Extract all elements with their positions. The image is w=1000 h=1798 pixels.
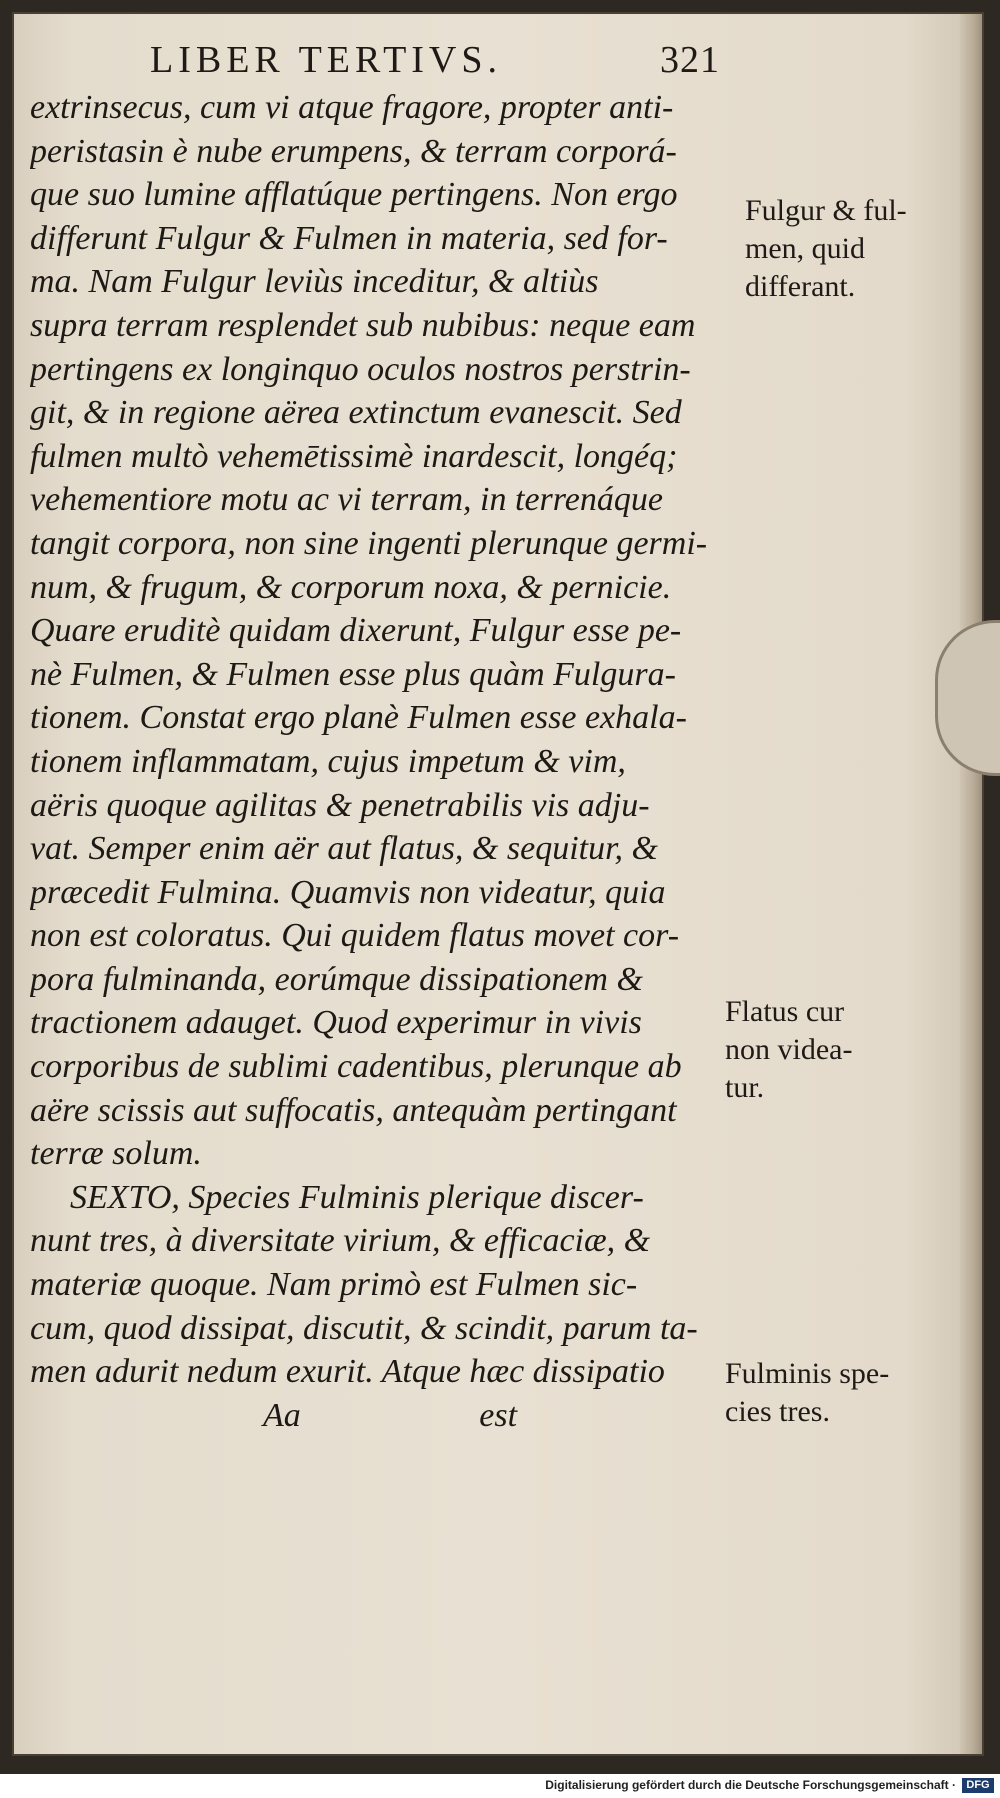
text-line: terræ solum. [30, 1135, 202, 1173]
page-number: 321 [660, 39, 720, 81]
text-line: aëris quoque agilitas & penetrabilis vis adju- [30, 786, 650, 824]
text-line: que suo lumine afflatúque pertingens. Non ergo [30, 176, 678, 214]
text-line: tangit corpora, non sine ingenti plerunque germi- [30, 524, 708, 562]
text-line: præcedit Fulmina. Quamvis non videatur, quia [30, 873, 666, 911]
marginal-note-line: men, quid [745, 232, 865, 265]
marginal-note-line: non videa- [725, 1033, 853, 1066]
marginal-note [725, 993, 925, 1107]
text-line: pertingens ex longinquo oculos nostros perstrin- [30, 350, 691, 388]
catchword: est [479, 1396, 518, 1434]
dfg-logo: DFG [962, 1778, 994, 1793]
text-line: SEXTO, Species Fulminis plerique discer- [70, 1178, 644, 1216]
marginal-note-line: Fulminis spe- [725, 1357, 890, 1390]
marginal-note-line: Flatus cur [725, 995, 845, 1028]
text-line: materiæ quoque. Nam primò est Fulmen sic- [30, 1266, 638, 1304]
text-line: nunt tres, à diversitate virium, & efficaciæ, & [30, 1222, 651, 1260]
text-line: tionem. Constat ergo planè Fulmen esse exhala- [30, 699, 687, 737]
text-line: differunt Fulgur & Fulmen in materia, sed for- [30, 219, 668, 257]
page-edge [960, 14, 982, 1754]
text-line: ma. Nam Fulgur leviùs inceditur, & altiùs [30, 263, 599, 301]
text-line: Quare eruditè quidam dixerunt, Fulgur esse pe- [30, 612, 682, 650]
text-line: extrinsecus, cum vi atque fragore, propter anti- [30, 89, 674, 126]
text-line: num, & frugum, & corporum noxa, & pernicie. [30, 568, 672, 606]
running-title: LIBER TERTIVS. [150, 39, 503, 81]
funding-credit: Digitalisierung gefördert durch die Deutsche Forschungsgemeinschaft · [545, 1778, 956, 1792]
marginal-note-line: differant. [745, 270, 856, 303]
text-line: vat. Semper enim aër aut flatus, & sequitur, & [30, 830, 659, 868]
text-line: aëre scissis aut suffocatis, antequàm pertingant [30, 1091, 677, 1129]
text-line: tractionem adauget. Quod experimur in vivis [30, 1004, 642, 1042]
text-line: fulmen multò vehemētissimè inardescit, longéq; [30, 437, 678, 475]
main-text-block [30, 86, 730, 1646]
text-line: vehementiore motu ac vi terram, in terrenáque [30, 481, 663, 519]
text-line: peristasin è nube erumpens, & terram corporá- [30, 132, 677, 170]
running-header [150, 38, 720, 88]
marginal-note [745, 192, 945, 306]
digitization-footer [0, 1774, 1000, 1798]
marginal-note [725, 1355, 925, 1431]
catchline [30, 1394, 730, 1438]
text-line: non est coloratus. Qui quidem flatus movet cor- [30, 917, 680, 955]
text-line: tionem inflammatam, cujus impetum & vim, [30, 742, 626, 780]
marginal-note-line: Fulgur & ful- [745, 194, 907, 227]
text-line: corporibus de sublimi cadentibus, plerunque ab [30, 1048, 682, 1086]
text-line: pora fulminanda, eorúmque dissipationem & [30, 960, 643, 998]
text-line: nè Fulmen, & Fulmen esse plus quàm Fulgura- [30, 655, 676, 693]
signature-mark: Aa [262, 1396, 301, 1434]
marginal-note-line: tur. [725, 1071, 765, 1104]
text-line: cum, quod dissipat, discutit, & scindit, parum ta- [30, 1309, 698, 1347]
text-line: git, & in regione aërea extinctum evanescit. Sed [30, 394, 682, 432]
text-line: men adurit nedum exurit. Atque hæc dissipatio [30, 1353, 665, 1391]
marginal-note-line: cies tres. [725, 1395, 830, 1428]
text-line: supra terram resplendet sub nubibus: neque eam [30, 306, 696, 344]
